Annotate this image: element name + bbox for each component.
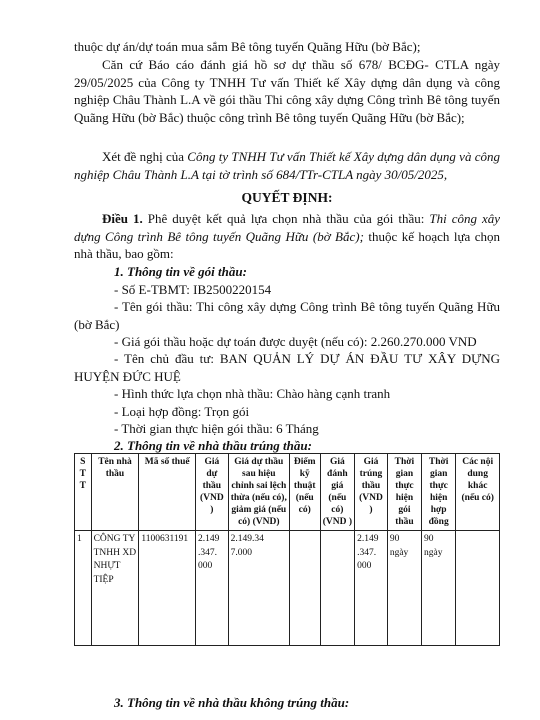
header-gia-danh-gia: Giá đánh giá (nếu có) (VND ) [320, 454, 355, 531]
info-line-loai-hop-dong: - Loại hợp đồng: Trọn gói [114, 404, 250, 419]
header-thoi-gian-goi-thau: Thời gian thực hiện gói thầu [387, 454, 421, 531]
cell-gia-danh-gia [320, 531, 355, 646]
cell-stt: 1 [75, 531, 92, 646]
cell-ma-so-thue: 1100631191 [139, 531, 196, 646]
dieu-1-text: Phê duyệt kết quả lựa chọn nhà thầu của gói thầu: [142, 211, 430, 226]
dieu-1-italic: Thi công xây dựng Công trình Bê tông tuyến Quãng Hữu (bờ Bắc); [74, 211, 501, 244]
dieu-1 [74, 210, 500, 263]
header-gia-trung-thau: Giá trúng thầu (VND ) [355, 454, 388, 531]
dieu-1-tail: thuộc kế hoạch lựa chọn nhà thầu, bao gồm: [74, 228, 500, 261]
cell-ten-nha-thau: CÔNG TY TNHH XD NHỰT TIỆP [91, 531, 139, 646]
info-line-tbmt: - Số E-TBMT: IB2500220154 [114, 282, 272, 297]
decision-heading: QUYẾT ĐỊNH: [241, 190, 333, 205]
cell-gia-trung-thau: 2.149 .347. 000 [355, 531, 388, 646]
header-gia-du-thau: Giá dự thầu (VND ) [195, 454, 228, 531]
header-thoi-gian-hop-dong: Thời gian thực hiện hợp đồng [422, 454, 456, 531]
table-header-row [75, 454, 500, 531]
xet-italic: Công ty TNHH Tư vấn Thiết kế Xây dựng dân dụng và công nghiệp Châu Thành L.A tại tờ trình số 684/TTr-CTLA ngày 30/05/2025, [74, 149, 500, 182]
section-2-title: 2. Thông tin về nhà thầu trúng thầu: [114, 438, 312, 453]
header-stt: S T T [75, 454, 92, 531]
info-line-hinh-thuc: - Hình thức lựa chọn nhà thầu: Chào hàng cạnh tranh [114, 386, 391, 401]
xet-prefix: Xét đề nghị của [102, 149, 188, 164]
table-row [75, 531, 500, 646]
info-line-ten-goi-thau: - Tên gói thầu: Thi công xây dựng Công trình Bê tông tuyến Quãng Hữu (bờ Bắc) [74, 299, 500, 332]
cell-gia-sau-hieu-chinh: 2.149.34 7.000 [228, 531, 289, 646]
header-ten-nha-thau: Tên nhà thầu [91, 454, 139, 531]
info-line-gia-goi-thau: - Giá gói thầu hoặc dự toán được duyệt (nếu có): 2.260.270.000 VND [114, 334, 477, 349]
paragraph-top: thuộc dự án/dự toán mua sắm Bê tông tuyến Quãng Hữu (bờ Bắc); [74, 39, 421, 54]
paragraph-xet-de-nghi [74, 148, 500, 183]
cell-gia-du-thau: 2.149 .347. 000 [195, 531, 228, 646]
info-line-chu-dau-tu: - Tên chủ đầu tư: BAN QUẢN LÝ DỰ ÁN ĐẦU TƯ XÂY DỰNG HUYỆN ĐỨC HUỆ [74, 351, 500, 384]
cell-thoi-gian-hop-dong: 90 ngày [422, 531, 456, 646]
header-noi-dung-khac: Các nội dung khác (nếu có) [456, 454, 500, 531]
header-ma-so-thue: Mã số thuế [139, 454, 196, 531]
cell-diem-ky-thuat [289, 531, 320, 646]
header-gia-sau-hieu-chinh: Giá dự thầu sau hiệu chỉnh sai lệch thừa (nếu có), giảm giá (nếu có) (VND) [228, 454, 289, 531]
header-diem-ky-thuat: Điểm kỹ thuật (nếu có) [289, 454, 320, 531]
section-1-title: 1. Thông tin về gói thầu: [114, 264, 247, 279]
winning-contractor-table [74, 453, 500, 646]
cell-thoi-gian-goi-thau: 90 ngày [387, 531, 421, 646]
info-line-thoi-gian: - Thời gian thực hiện gói thầu: 6 Tháng [114, 421, 319, 436]
section-3-title: 3. Thông tin về nhà thầu không trúng thầu: [114, 695, 350, 710]
dieu-1-label: Điều 1. [102, 211, 143, 226]
paragraph-can-cu: Căn cứ Báo cáo đánh giá hồ sơ dự thầu số 678/ BCĐG- CTLA ngày 29/05/2025 của Công ty TNHH Tư vấn Thiết kế Xây dựng dân dụng và công nghiệp Châu Thành L.A về gói thầu Thi công xây dựng Công trình Bê tông tuyến Quãng Hữu (bờ Bắc) thuộc công trình Bê tông tuyến Quãng Hữu (bờ Bắc); [74, 57, 500, 125]
cell-noi-dung-khac [456, 531, 500, 646]
